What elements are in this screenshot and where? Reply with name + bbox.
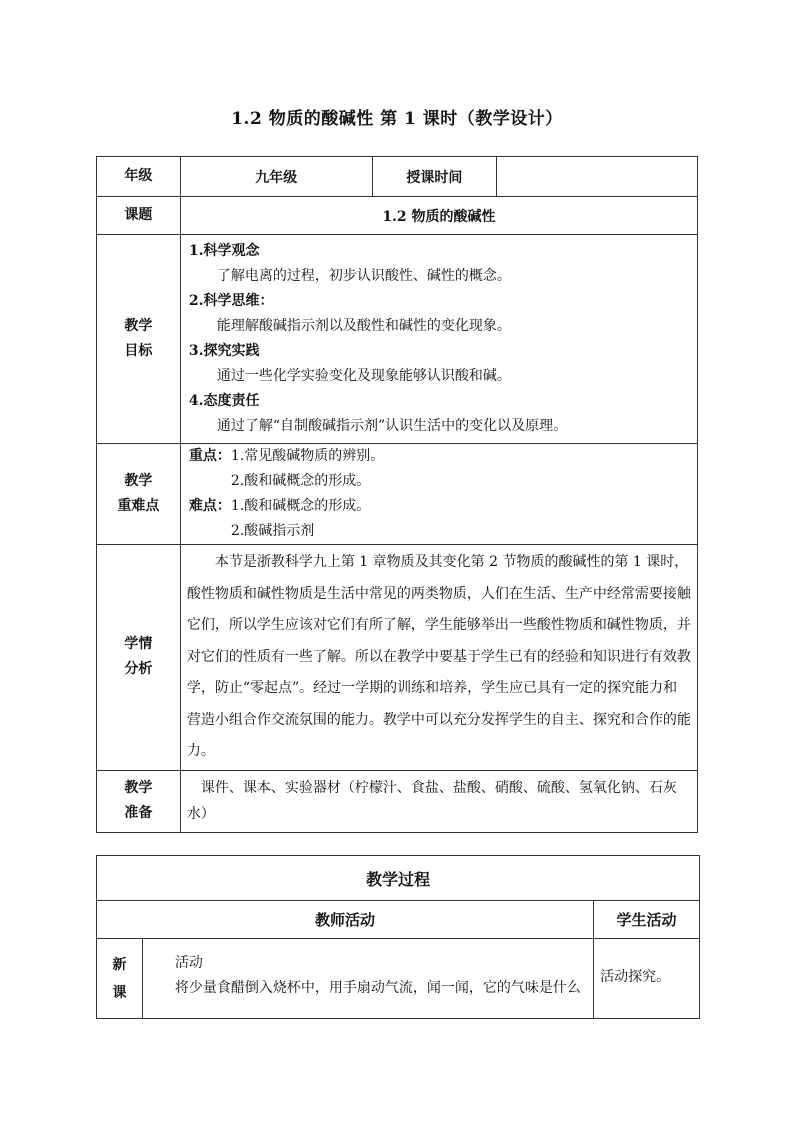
analysis-content (180, 545, 697, 771)
keypoints-label-line2: 重难点 (117, 498, 160, 514)
keypoints-label (97, 444, 181, 545)
section-label (97, 939, 143, 1019)
keypoints-label-line1: 教学 (124, 473, 153, 489)
section-label-line1: 新 (112, 956, 127, 973)
analysis-label-line1: 学情 (124, 636, 153, 653)
section-label-line2: 课 (112, 984, 127, 1001)
teacher-activity-header: 教师活动 (97, 901, 594, 939)
student-activity-text: 活动探究。 (600, 969, 671, 985)
process-title-row (97, 856, 700, 901)
difficulty-label: 难点： (188, 498, 231, 514)
goal-text: 了解电离的过程，初步认识酸性、碱性的概念。 (216, 268, 511, 284)
goal-heading: 1.科学观念 (188, 243, 260, 259)
goals-label-line2: 目标 (124, 343, 153, 359)
goal-text: 通过一些化学实验变化及现象能够认识酸和碱。 (216, 368, 511, 384)
key-item: 2.酸和碱概念的形成。 (230, 473, 371, 489)
prep-label (97, 770, 181, 832)
process-table (96, 855, 700, 1019)
goal-heading: 3.探究实践 (188, 343, 260, 359)
analysis-label (97, 545, 181, 771)
difficulty-item: 2.酸碱指示剂 (230, 523, 315, 539)
goal-text: 能理解酸碱指示剂以及酸性和碱性的变化现象。 (216, 318, 511, 334)
process-row (97, 939, 700, 1019)
key-label: 重点： (188, 448, 231, 464)
grade-value: 九年级 (180, 157, 372, 197)
process-title: 教学过程 (97, 856, 700, 901)
teacher-activity-cell (142, 939, 593, 1019)
grade-row (97, 157, 698, 197)
topic-value: 1.2 物质的酸碱性 (180, 197, 697, 235)
key-item (189, 444, 689, 469)
time-label: 授课时间 (372, 157, 497, 197)
process-header-row (97, 901, 700, 939)
goals-content (180, 235, 697, 444)
page-title: 1.2 物质的酸碱性 第 1 课时（教学设计） (231, 109, 563, 129)
activity-heading: 活动 (174, 955, 203, 971)
prep-content (180, 770, 697, 832)
activity-text: 将少量食醋倒入烧杯中，用手扇动气流，闻一闻，它的气味是什么 (174, 980, 581, 996)
student-activity-header: 学生活动 (594, 901, 700, 939)
goal-heading: 4.态度责任 (188, 393, 260, 409)
analysis-label-line2: 分析 (124, 661, 153, 678)
analysis-row (97, 545, 698, 771)
keypoints-content (180, 444, 697, 545)
time-value (497, 157, 698, 197)
difficulty-item (189, 494, 689, 519)
student-activity-cell (594, 939, 700, 1019)
topic-row (97, 197, 698, 235)
grade-label: 年级 (97, 157, 181, 197)
prep-label-line1: 教学 (124, 780, 153, 796)
goals-label-line1: 教学 (124, 318, 153, 334)
goal-heading: 2.科学思维： (188, 293, 274, 309)
prep-row (97, 770, 698, 832)
topic-label: 课题 (97, 197, 181, 235)
key-item-text: 1.常见酸碱物质的辨别。 (230, 448, 385, 464)
goal-text: 通过了解“自制酸碱指示剂”认识生活中的变化以及原理。 (216, 418, 568, 434)
keypoints-row (97, 444, 698, 545)
prep-text: 课件、课本、实验器材（柠檬汁、食盐、盐酸、硝酸、硫酸、氢氧化钠、石灰水） (186, 780, 677, 822)
prep-label-line2: 准备 (124, 805, 153, 821)
analysis-text: 本节是浙教科学九上第 1 章物质及其变化第 2 节物质的酸碱性的第 1 课时，酸性物质和碱性物质是生活中常见的两类物质，人们在生活、生产中经常需要接触它们，所以学生应该对它们有所了解，学生能够举出一些酸性物质和碱性物质，并对它们的性质有一些了解。所以在教学中要基于学生已有的经验和知识进行有效教学，防止“零起点”。经过一学期的训练和培养，学生应已具有一定的探究能力和营造小组合作交流氛围的能力。教学中可以充分发挥学生的自主、探究和合作的能力。 (186, 554, 691, 759)
goals-label (97, 235, 181, 444)
goals-row (97, 235, 698, 444)
difficulty-item-text: 1.酸和碱概念的形成。 (230, 498, 371, 514)
lesson-info-table (96, 156, 698, 833)
